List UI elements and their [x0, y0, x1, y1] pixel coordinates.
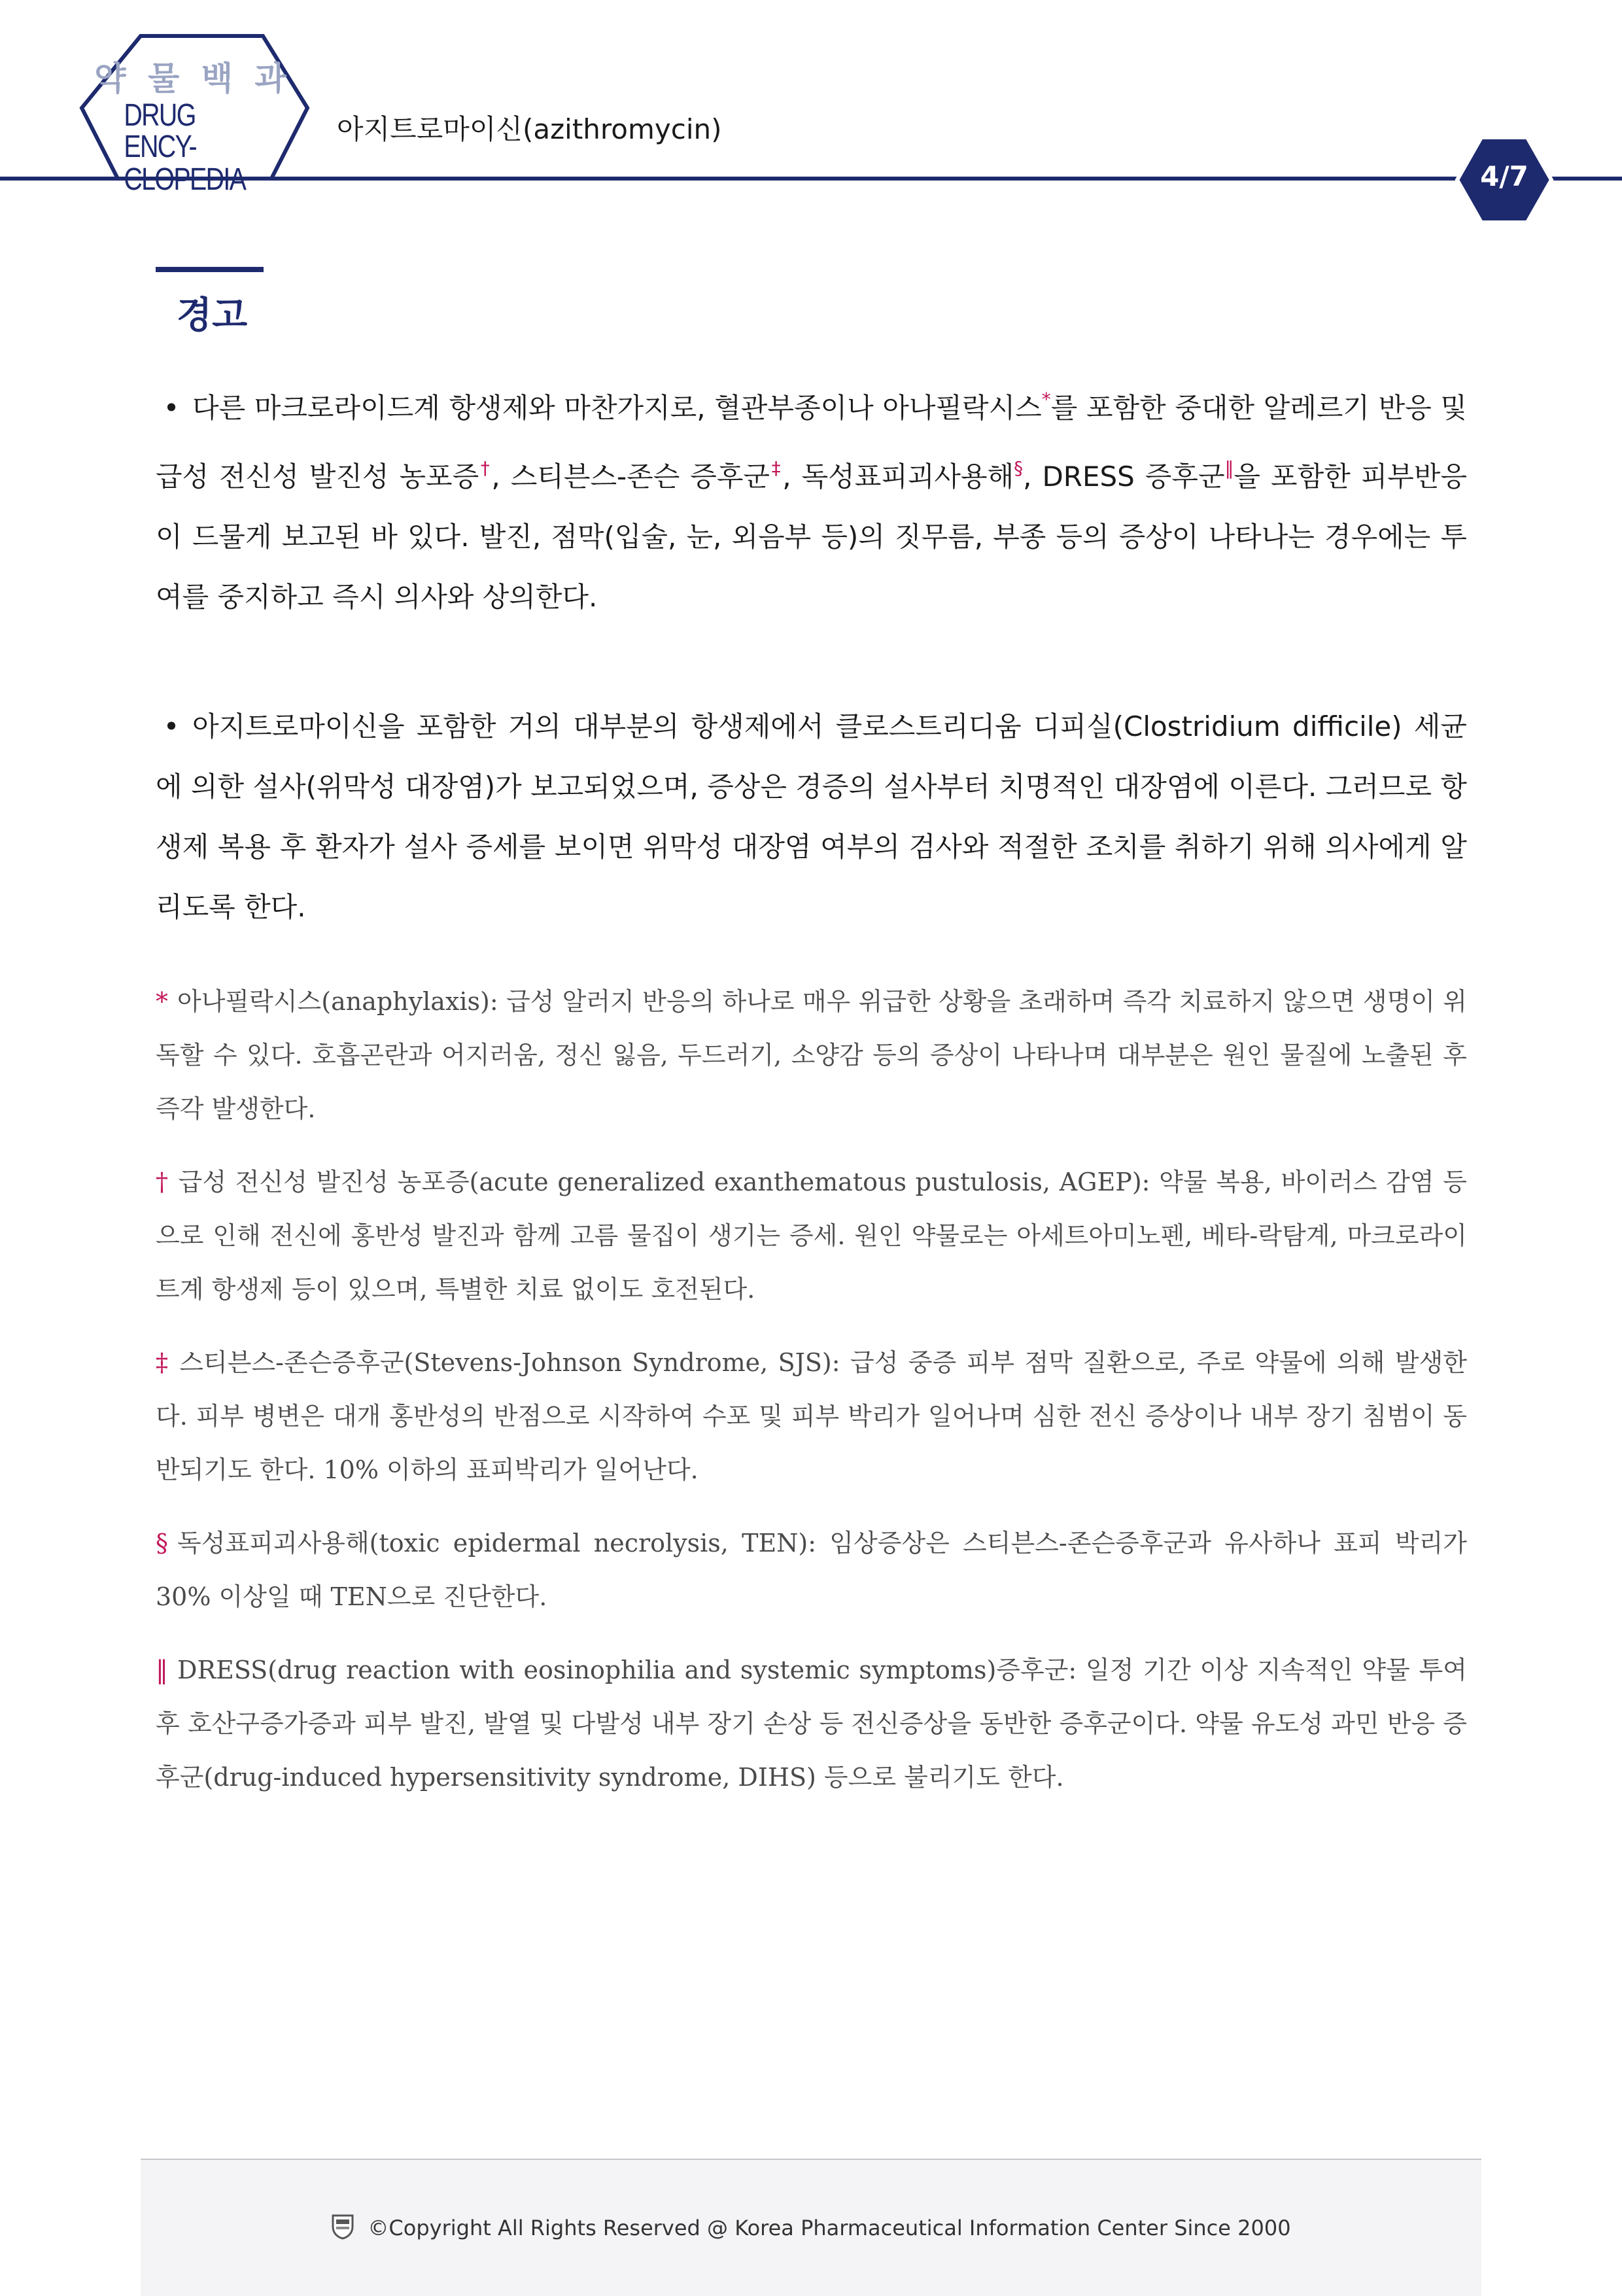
page-header — [0, 0, 1622, 249]
warning-text: , DRESS 증후군 — [1023, 461, 1225, 493]
warning-text: , 독성표피괴사용해 — [782, 461, 1014, 493]
footnotes-section — [156, 975, 1467, 1824]
footnote-ten — [156, 1516, 1467, 1624]
footnote-symbol: ‖ — [156, 1656, 168, 1684]
footnote-symbol: § — [156, 1529, 168, 1557]
footnote-text: 스티븐스-존슨증후군(Stevens-Johnson Syndrome, SJS): 급성 중증 피부 점막 질환으로, 주로 약물에 의해 발생한다. 피부 병변은 대개 홍반성의 반점으로 시작하여 수포 및 피부 박리가 일어나며 심한 전신 증상이나 내부 장기 침범이 동반되기도 한다. 10% 이하의 표피박리가 일어난다. — [156, 1348, 1468, 1484]
warning-text: 다른 마크로라이드계 항생제와 마찬가지로, 혈관부종이나 아나필락시스 — [192, 392, 1042, 424]
warnings-section — [156, 370, 1467, 1007]
page-footer — [141, 2159, 1481, 2296]
section-accent-bar — [156, 267, 264, 272]
footnote-symbol: * — [156, 987, 168, 1016]
footnote-symbol: † — [156, 1168, 169, 1196]
logo-korean: 약 물 백 과 — [94, 60, 292, 97]
footnote-mark-section: § — [1014, 457, 1024, 479]
footnote-text: 독성표피괴사용해(toxic epidermal necrolysis, TEN): 임상증상은 스티븐스-존슨증후군과 유사하나 표피 박리가 30% 이상일 때 TEN으로 진단한다. — [156, 1529, 1467, 1611]
page-number: 4/7 — [1480, 160, 1528, 192]
footnote-mark-asterisk: * — [1041, 389, 1051, 410]
footnote-text: 아나필락시스(anaphylaxis): 급성 알러지 반응의 하나로 매우 위급한 상황을 초래하며 즉각 치료하지 않으면 생명이 위독할 수 있다. 호흡곤란과 어지러움, 정신 잃음, 두드러기, 소양감 등의 증상이 나타나며 대부분은 원인 물질에 노출된 후 즉각 발생한다. — [156, 987, 1467, 1123]
shield-icon — [331, 2214, 354, 2245]
logo-english-line1: DRUG ENCY- — [124, 98, 197, 164]
warning-text: 를 포함한 중대한 알레르기 반응 및 급성 전신성 발진성 농포증 — [156, 392, 1467, 493]
footnote-mark-parallel: ‖ — [1224, 457, 1234, 479]
footnote-text: DRESS(drug reaction with eosinophilia and systemic symptoms)증후군: 일정 기간 이상 지속적인 약물 투여 후 호산구증가증과 피부 발진, 발열 및 다발성 내부 장기 손상 등 전신증상을 동반한 증후군이다. 약물 유도성 과민 반응 증후군(drug-induced hypersensitivity syndrome, DIHS) 등으로 불리기도 한다. — [156, 1656, 1467, 1792]
footnote-sjs — [156, 1336, 1467, 1497]
warning-text: 아지트로마이신을 포함한 거의 대부분의 항생제에서 클로스트리디움 디피실(Clostridium difficile) 세균에 의한 설사(위막성 대장염)가 보고되었으며, 증상은 경증의 설사부터 치명적인 대장염에 이른다. 그러므로 항생제 복용 후 환자가 설사 증세를 보이면 위막성 대장염 여부의 검사와 적절한 조치를 취하기 위해 의사에게 알리도록 한다. — [156, 710, 1467, 923]
footnote-mark-double-dagger: ‡ — [770, 457, 783, 479]
footnote-anaphylaxis — [156, 975, 1467, 1136]
footnote-text: 급성 전신성 발진성 농포증(acute generalized exanthematous pustulosis, AGEP): 약물 복용, 바이러스 감염 등으로 인해 전신에 홍반성 발진과 함께 고름 물집이 생기는 증세. 원인 약물로는 아세트아미노펜, 베타-락탐계, 마크로라이트계 항생제 등이 있으며, 특별한 치료 없이도 호전된다. — [156, 1168, 1467, 1304]
warning-text: 을 포함한 피부반응이 드물게 보고된 바 있다. 발진, 점막(입술, 눈, 외음부 등)의 짓무름, 부종 등의 증상이 나타나는 경우에는 투여를 중지하고 즉시 의사와 상의한다. — [156, 461, 1468, 613]
footnote-dress — [156, 1643, 1467, 1804]
document-title: 아지트로마이신(azithromycin) — [337, 113, 722, 145]
bullet: • — [163, 392, 180, 424]
logo-english-line2: CLOPEDIA — [124, 162, 246, 197]
copyright-line — [141, 2214, 1481, 2245]
warning-item-allergy — [156, 370, 1467, 627]
footnote-symbol: ‡ — [156, 1348, 171, 1377]
warning-text: , 스티븐스-존슨 증후군 — [491, 461, 770, 493]
copyright-text: ©Copyright All Rights Reserved @ Korea Pharmaceutical Information Center Since 2000 — [368, 2216, 1291, 2240]
bullet: • — [163, 710, 180, 742]
warning-item-clostridium — [156, 697, 1467, 937]
logo — [94, 60, 294, 197]
section-title: 경고 — [177, 294, 248, 337]
footnote-mark-dagger: † — [479, 457, 492, 479]
footnote-agep — [156, 1155, 1467, 1316]
